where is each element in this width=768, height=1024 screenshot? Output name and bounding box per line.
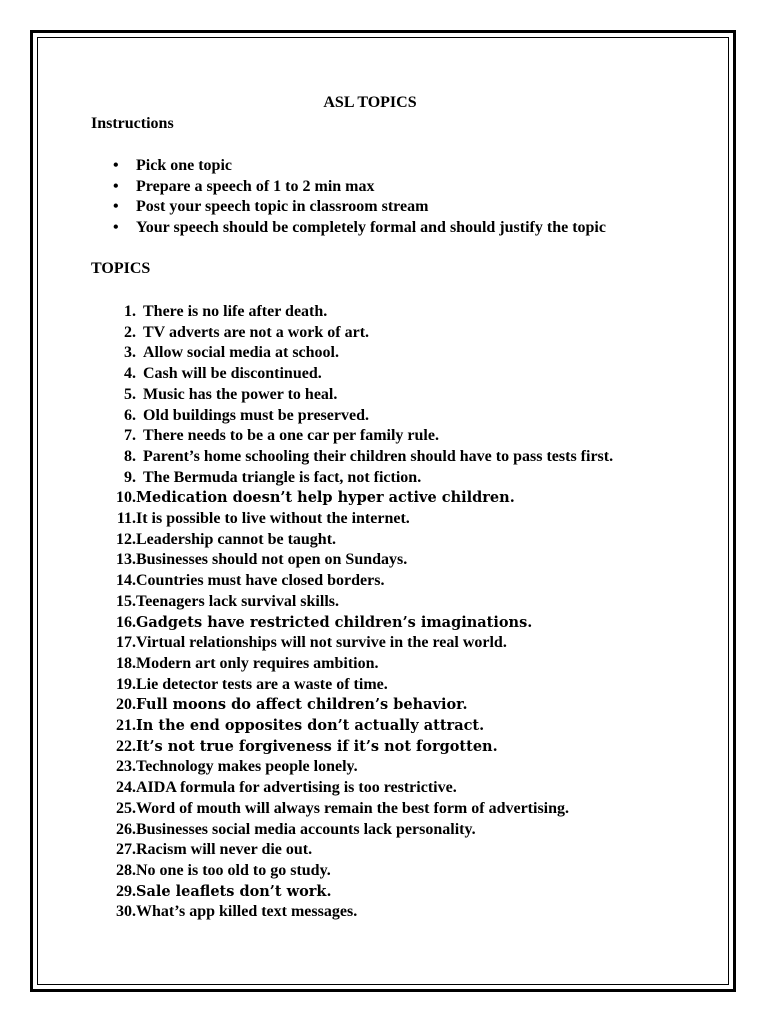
topic-number: 21. bbox=[116, 717, 136, 735]
topic-text: Lie detector tests are a waste of time. bbox=[136, 675, 388, 693]
instruction-item bbox=[91, 177, 631, 198]
topic-text: AIDA formula for advertising is too restrictive. bbox=[136, 779, 457, 797]
topic-item bbox=[91, 820, 691, 841]
topic-number: 23. bbox=[116, 758, 136, 776]
topic-number: 14. bbox=[116, 572, 136, 590]
topic-item bbox=[91, 675, 691, 696]
topic-item bbox=[91, 799, 691, 820]
topic-item bbox=[91, 654, 691, 675]
topic-item bbox=[91, 902, 691, 923]
bullet-icon: • bbox=[113, 198, 119, 216]
topic-number: 20. bbox=[116, 696, 136, 714]
bullet-icon: • bbox=[113, 157, 119, 174]
topic-text: Cash will be discontinued. bbox=[143, 365, 322, 383]
topic-number: 8. bbox=[124, 447, 136, 465]
topic-text: It’s not true forgiveness if it’s not forgotten. bbox=[136, 737, 498, 755]
topic-text: Businesses should not open on Sundays. bbox=[136, 551, 408, 569]
topic-item bbox=[91, 406, 691, 427]
topic-item bbox=[91, 550, 691, 571]
topic-text: Medication doesn’t help hyper active children. bbox=[136, 489, 515, 507]
topic-text: Word of mouth will always remain the best form of advertising. bbox=[136, 799, 570, 817]
topic-item bbox=[91, 571, 691, 592]
topic-item bbox=[91, 364, 691, 385]
topic-text: Parent’s home schooling their children should have to pass tests first. bbox=[143, 447, 614, 465]
topic-text: Countries must have closed borders. bbox=[136, 572, 385, 590]
instruction-item bbox=[91, 156, 631, 177]
topic-number: 5. bbox=[124, 385, 136, 403]
bullet-icon: • bbox=[113, 218, 119, 236]
topic-text: Music has the power to heal. bbox=[143, 385, 338, 403]
topic-number: 25. bbox=[116, 799, 136, 817]
topic-number: 6. bbox=[124, 406, 136, 424]
topic-text: There is no life after death. bbox=[143, 303, 328, 320]
topic-number: 26. bbox=[116, 820, 136, 838]
topic-number: 9. bbox=[124, 468, 136, 486]
topic-text: Old buildings must be preserved. bbox=[143, 406, 369, 424]
topic-number: 22. bbox=[116, 737, 136, 755]
topic-text: It is possible to live without the internet. bbox=[136, 510, 410, 528]
topic-text: Racism will never die out. bbox=[136, 841, 313, 859]
topic-text: There needs to be a one car per family rule. bbox=[143, 427, 439, 445]
topic-number: 19. bbox=[116, 675, 136, 693]
instructions-heading: Instructions bbox=[91, 115, 174, 132]
topic-text: No one is too old to go study. bbox=[136, 861, 331, 879]
instruction-item bbox=[91, 218, 631, 239]
topic-item bbox=[91, 426, 691, 447]
topic-number: 11. bbox=[116, 510, 136, 528]
bullet-icon: • bbox=[113, 177, 119, 195]
topic-item bbox=[91, 840, 691, 861]
topic-number: 15. bbox=[116, 592, 136, 610]
topic-text: Modern art only requires ambition. bbox=[136, 654, 379, 672]
topic-number: 18. bbox=[116, 654, 136, 672]
instruction-item bbox=[91, 197, 631, 218]
topic-text: Allow social media at school. bbox=[143, 344, 339, 362]
topic-text: What’s app killed text messages. bbox=[136, 903, 358, 921]
topic-item bbox=[91, 592, 691, 613]
topic-item bbox=[91, 716, 691, 737]
topic-number: 3. bbox=[124, 344, 136, 362]
topic-text: Businesses social media accounts lack personality. bbox=[136, 820, 476, 838]
topic-text: Leadership cannot be taught. bbox=[136, 530, 337, 548]
instructions-list bbox=[91, 156, 631, 238]
topic-item bbox=[91, 468, 691, 489]
topics-list bbox=[91, 302, 691, 923]
topic-number: 1. bbox=[124, 303, 136, 320]
topic-item bbox=[91, 778, 691, 799]
topic-text: The Bermuda triangle is fact, not fiction. bbox=[143, 468, 422, 486]
topic-item bbox=[91, 737, 691, 758]
topic-number: 12. bbox=[116, 530, 136, 548]
topic-number: 17. bbox=[116, 634, 136, 652]
topic-item bbox=[91, 613, 691, 634]
instruction-text: Your speech should be completely formal and should justify the topic bbox=[136, 218, 606, 236]
topic-number: 16. bbox=[116, 613, 136, 631]
topic-number: 28. bbox=[116, 861, 136, 879]
topic-item bbox=[91, 302, 691, 323]
topic-item bbox=[91, 343, 691, 364]
topic-text: Virtual relationships will not survive in the real world. bbox=[136, 634, 507, 652]
topic-number: 2. bbox=[124, 323, 136, 341]
topic-number: 30. bbox=[116, 903, 136, 921]
topic-item bbox=[91, 488, 691, 509]
instruction-text: Post your speech topic in classroom stream bbox=[136, 198, 429, 216]
topic-text: Gadgets have restricted children’s imaginations. bbox=[136, 613, 533, 631]
topic-item bbox=[91, 861, 691, 882]
topic-item bbox=[91, 447, 691, 468]
topic-text: Teenagers lack survival skills. bbox=[136, 592, 339, 610]
topic-item bbox=[91, 530, 691, 551]
topic-item bbox=[91, 757, 691, 778]
topic-number: 27. bbox=[116, 841, 136, 859]
document-title: ASL TOPICS bbox=[323, 94, 417, 111]
topic-text: TV adverts are not a work of art. bbox=[143, 323, 370, 341]
instruction-text: Pick one topic bbox=[136, 157, 232, 174]
topic-text: In the end opposites don’t actually attract. bbox=[136, 717, 485, 735]
topic-number: 29. bbox=[116, 882, 136, 900]
topic-item bbox=[91, 385, 691, 406]
topic-number: 7. bbox=[124, 427, 136, 445]
topics-heading: TOPICS bbox=[91, 260, 151, 277]
topic-number: 13. bbox=[116, 551, 136, 569]
topic-text: Sale leaflets don’t work. bbox=[136, 882, 332, 900]
topic-item bbox=[91, 695, 691, 716]
topic-text: Technology makes people lonely. bbox=[136, 758, 358, 776]
topic-number: 10. bbox=[116, 489, 136, 507]
topic-item bbox=[91, 509, 691, 530]
topic-number: 4. bbox=[124, 365, 136, 383]
topic-item bbox=[91, 633, 691, 654]
topic-item bbox=[91, 882, 691, 903]
instruction-text: Prepare a speech of 1 to 2 min max bbox=[136, 177, 375, 195]
topic-text: Full moons do affect children’s behavior. bbox=[136, 696, 468, 714]
topic-item bbox=[91, 323, 691, 344]
topic-number: 24. bbox=[116, 779, 136, 797]
